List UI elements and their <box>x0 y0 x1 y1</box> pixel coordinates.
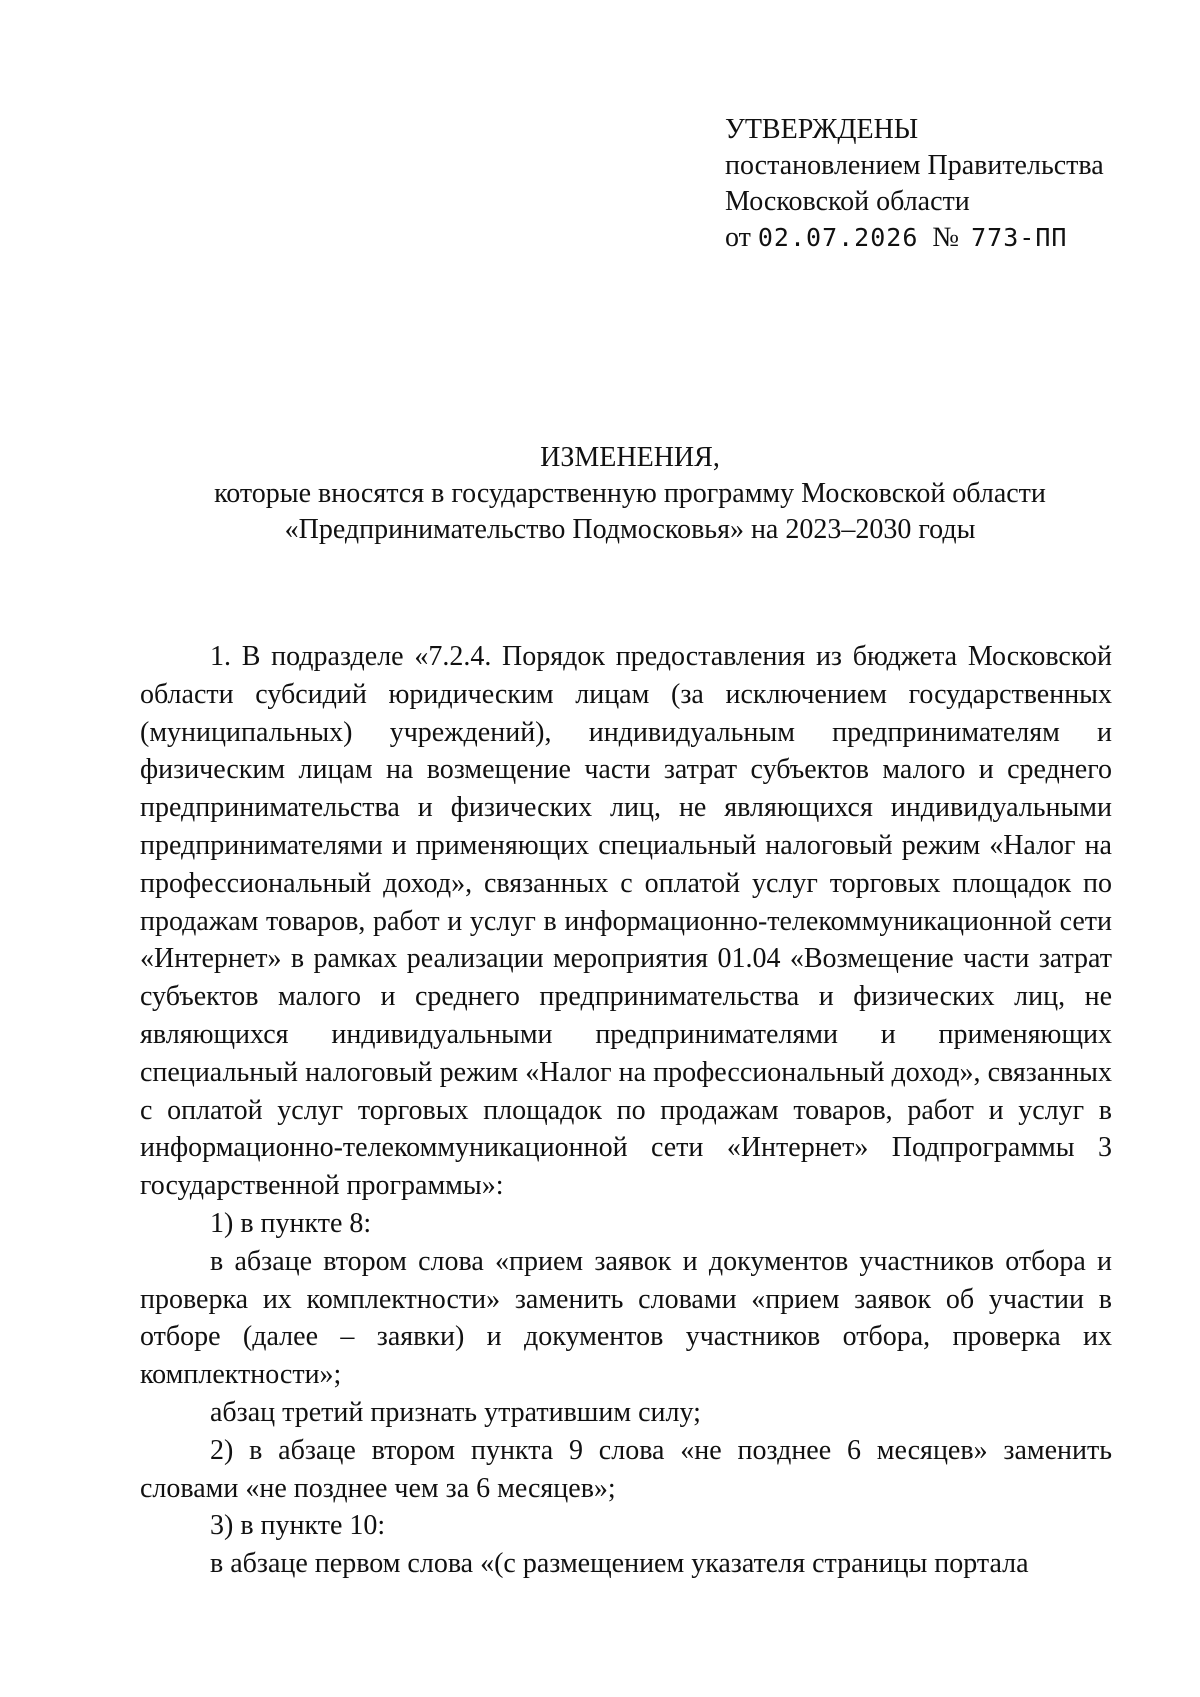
document-body <box>140 638 1112 1583</box>
paragraph-2: 1) в пункте 8: <box>210 1207 372 1239</box>
paragraph-3: в абзаце втором слова «прием заявок и документов участников отбора и проверка их комплектности» заменить словами «прием заявок об участии в отборе (далее – заявки) и документов участников отбора, проверка их комплектности»; <box>140 1245 1112 1391</box>
title-line-2: «Предпринимательство Подмосковья» на 2023–2030 годы <box>284 514 976 545</box>
title-heading: ИЗМЕНЕНИЯ, <box>540 442 720 473</box>
approval-heading: УТВЕРЖДЕНЫ <box>725 114 919 145</box>
approval-date-line <box>725 220 1165 256</box>
document-title <box>140 440 1120 548</box>
approval-date-prefix: от <box>725 222 751 253</box>
approval-line-2: Московской области <box>725 186 970 217</box>
paragraph-4: абзац третий признать утратившим силу; <box>210 1396 701 1428</box>
approval-number-sign: № <box>932 222 960 253</box>
approval-stamp <box>725 112 1165 256</box>
paragraph-6: 3) в пункте 10: <box>210 1510 386 1542</box>
paragraph-1: 1. В подразделе «7.2.4. Порядок предоставления из бюджета Московской области субсидий юридическим лицам (за исключением государственных (муниципальных) учреждений), индивидуальным предпринимателям и физическим лицам на возмещение части затрат субъектов малого и среднего предпринимательства и физических лиц, не являющихся индивидуальными предпринимателями и применяющих специальный налоговый режим «Налог на профессиональный доход», связанных с оплатой услуг торговых площадок по продажам товаров, работ и услуг в информационно-телекоммуникационной сети «Интернет» в рамках реализации мероприятия 01.04 «Возмещение части затрат субъектов малого и среднего предпринимательства и физических лиц, не являющихся индивидуальными предпринимателями и применяющих специальный налоговый режим «Налог на профессиональный доход», связанных с оплатой услуг торговых площадок по продажам товаров, работ и услуг в информационно-телекоммуникационной сети «Интернет» Подпрограммы 3 государственной программы»: <box>140 641 1112 1202</box>
approval-line-1: постановлением Правительства <box>725 150 1104 181</box>
title-line-1: которые вносятся в государственную программу Московской области <box>214 478 1046 509</box>
paragraph-5: 2) в абзаце втором пункта 9 слова «не позднее 6 месяцев» заменить словами «не позднее чем за 6 месяцев»; <box>140 1434 1112 1504</box>
approval-date: 02.07.2026 <box>757 223 919 252</box>
paragraph-7: в абзаце первом слова «(с размещением указателя страницы портала <box>210 1548 1029 1580</box>
approval-number: 773-ПП <box>971 223 1068 252</box>
